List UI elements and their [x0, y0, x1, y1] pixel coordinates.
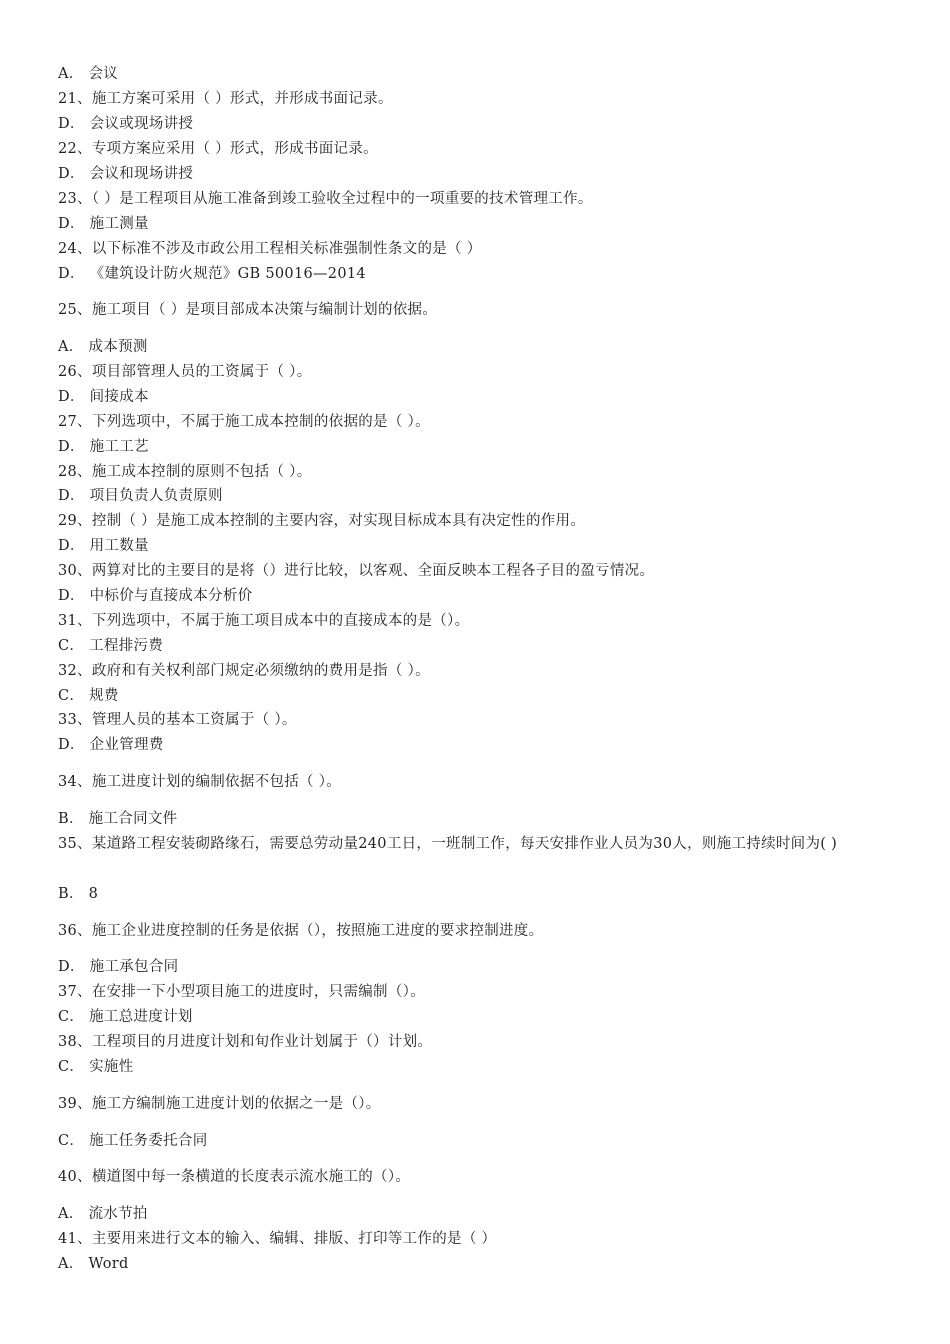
answer-line: D． 《建筑设计防火规范》GB 50016—2014	[58, 266, 366, 282]
question-line: 31、下列选项中，不属于施工项目成本中的直接成本的是（）。	[58, 613, 470, 629]
question-line: 22、专项方案应采用（ ）形式，形成书面记录。	[58, 141, 378, 157]
question-line: 41、主要用来进行文本的输入、编辑、排版、打印等工作的是（ ）	[58, 1231, 497, 1247]
answer-line: D． 施工承包合同	[58, 959, 179, 975]
question-line: 38、工程项目的月进度计划和旬作业计划属于（）计划。	[58, 1034, 433, 1050]
question-line: 27、下列选项中，不属于施工成本控制的依据的是（ ）。	[58, 414, 430, 430]
question-line: 37、在安排一下小型项目施工的进度时，只需编制（）。	[58, 984, 425, 1000]
answer-line: B． 施工合同文件	[58, 811, 178, 827]
answer-line: C． 实施性	[58, 1059, 134, 1075]
answer-line: A． 会议	[58, 66, 119, 82]
answer-line: D． 会议和现场讲授	[58, 166, 194, 182]
question-line: 21、施工方案可采用（ ）形式，并形成书面记录。	[58, 91, 393, 107]
answer-line: D． 施工工艺	[58, 439, 149, 455]
answer-line: B． 8	[58, 886, 99, 902]
question-line: 25、施工项目（ ）是项目部成本决策与编制计划的依据。	[58, 302, 438, 318]
question-line: 36、施工企业进度控制的任务是依据（），按照施工进度的要求控制进度。	[58, 923, 544, 939]
question-line: 39、施工方编制施工进度计划的依据之一是（）。	[58, 1096, 381, 1112]
question-line: 32、政府和有关权利部门规定必须缴纳的费用是指（ ）。	[58, 663, 430, 679]
question-line: 30、两算对比的主要目的是将（）进行比较，以客观、全面反映本工程各子目的盈亏情况。	[58, 563, 655, 579]
question-line: 28、施工成本控制的原则不包括（ ）。	[58, 464, 312, 480]
answer-line: C． 施工总进度计划	[58, 1009, 193, 1025]
answer-line: C． 工程排污费	[58, 638, 164, 654]
answer-line: D． 间接成本	[58, 389, 149, 405]
question-line: 24、以下标准不涉及市政公用工程相关标准强制性条文的是（ ）	[58, 241, 482, 257]
answer-line: C． 施工任务委托合同	[58, 1133, 208, 1149]
question-line: 35、某道路工程安装砌路缘石，需要总劳动量240工日，一班制工作，每天安排作业人员为30人，则施工持续时间为( )	[58, 836, 838, 852]
answer-line: A． 成本预测	[58, 339, 148, 355]
question-line: 23、（ ）是工程项目从施工准备到竣工验收全过程中的一项重要的技术管理工作。	[58, 191, 593, 207]
answer-line: D． 会议或现场讲授	[58, 116, 194, 132]
question-line: 40、横道图中每一条横道的长度表示流水施工的（）。	[58, 1169, 411, 1185]
question-line: 33、管理人员的基本工资属于（ ）。	[58, 712, 297, 728]
answer-line: D． 企业管理费	[58, 737, 164, 753]
answer-line: D． 用工数量	[58, 538, 149, 554]
answer-line: D． 项目负责人负责原则	[58, 488, 223, 504]
answer-line: D． 中标价与直接成本分析价	[58, 588, 253, 604]
answer-line: C． 规费	[58, 688, 119, 704]
question-line: 34、施工进度计划的编制依据不包括（ ）。	[58, 774, 342, 790]
answer-line: D． 施工测量	[58, 216, 149, 232]
question-line: 26、项目部管理人员的工资属于（ ）。	[58, 364, 312, 380]
question-line: 29、控制（ ）是施工成本控制的主要内容，对实现目标成本具有决定性的作用。	[58, 513, 586, 529]
answer-line: A． Word	[58, 1256, 129, 1272]
answer-line: A． 流水节拍	[58, 1206, 148, 1222]
